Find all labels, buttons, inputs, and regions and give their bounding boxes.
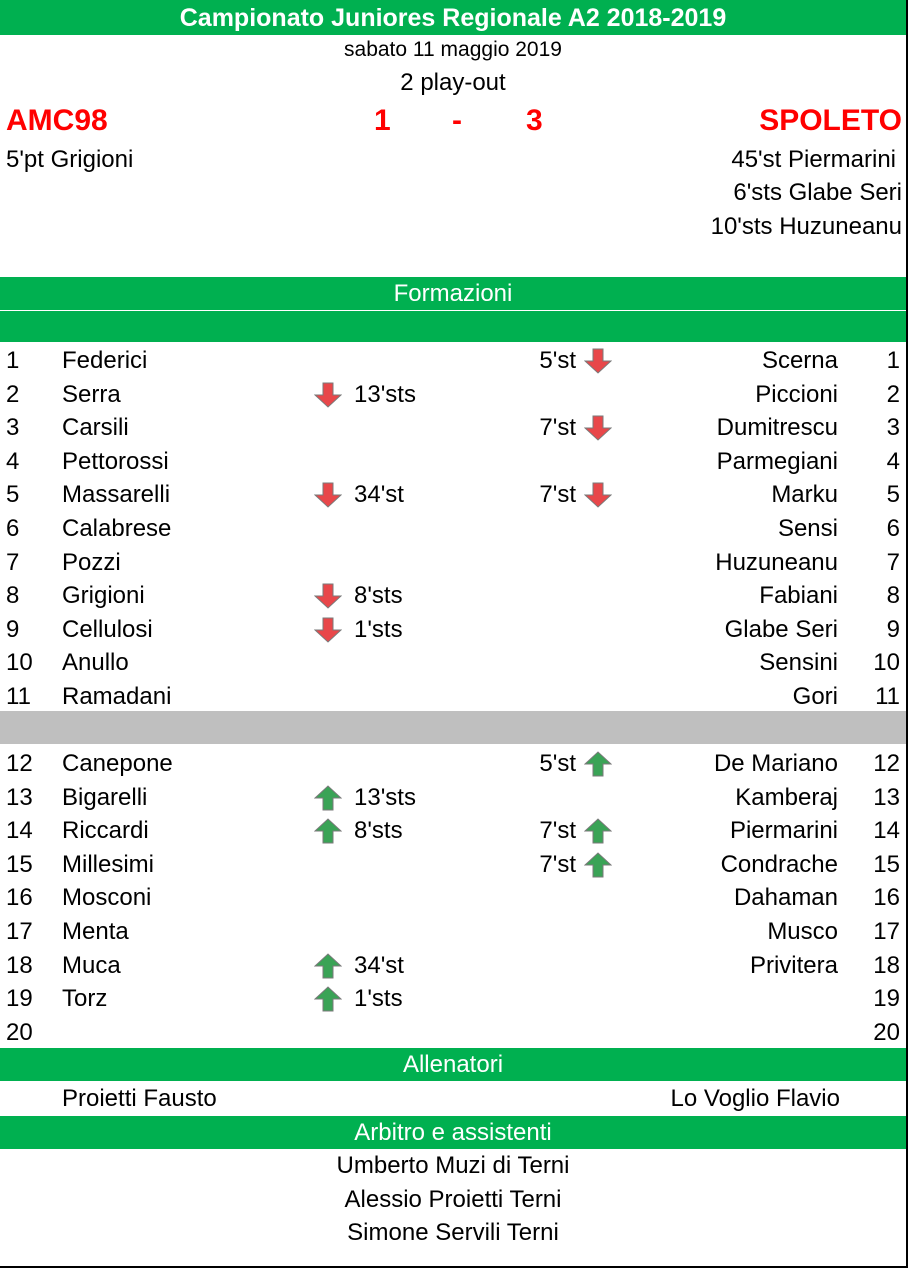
away-player-name: Marku: [771, 481, 838, 509]
away-player-name: Glabe Seri: [724, 615, 838, 643]
away-player-number: 10: [873, 649, 900, 677]
away-player-number: 5: [886, 481, 900, 509]
home-player-name: Cellulosi: [62, 615, 153, 643]
lineup-row: [0, 949, 906, 982]
home-player-name: Pozzi: [62, 548, 121, 576]
away-player-number: 12: [873, 750, 900, 777]
home-player-number: 6: [6, 515, 20, 542]
home-sub-time: 8'sts: [354, 582, 403, 610]
home-sub-time: 1'sts: [354, 615, 403, 643]
arrow-up-icon: [314, 818, 342, 844]
home-player-name: Calabrese: [62, 515, 172, 542]
away-scorer: 10'sts Huzuneanu: [710, 213, 902, 240]
home-player-name: Carsili: [62, 414, 129, 442]
away-player-name: Piccioni: [755, 380, 838, 408]
arrow-up-icon: [314, 785, 342, 811]
home-scorer: 5'pt Grigioni: [6, 146, 134, 173]
away-player-name: Parmegiani: [716, 447, 838, 475]
lineup-row: [0, 848, 906, 881]
away-player-name: Piermarini: [729, 817, 838, 845]
coaches-header: Allenatori: [0, 1048, 906, 1081]
away-player-number: 3: [886, 414, 900, 442]
away-player-number: 20: [873, 1018, 900, 1046]
lineup-row: [0, 613, 906, 646]
home-player-name: Serra: [62, 380, 121, 408]
lineup-row: [0, 881, 906, 914]
lineup-row: [0, 546, 906, 579]
home-player-name: Mosconi: [62, 884, 152, 912]
home-sub-time: 8'sts: [354, 817, 403, 845]
home-player-number: 15: [6, 850, 33, 878]
arrow-down-icon: [584, 482, 612, 508]
lineup-row: [0, 512, 906, 545]
arrow-down-icon: [314, 482, 342, 508]
home-player-number: 7: [6, 548, 20, 576]
lineup-row: [0, 478, 906, 511]
lineup-row: [0, 915, 906, 948]
away-player-name: Dumitrescu: [716, 414, 838, 442]
away-player-number: 8: [886, 582, 900, 610]
away-coach: Lo Voglio Flavio: [670, 1085, 840, 1112]
home-player-number: 20: [6, 1018, 33, 1046]
home-player-name: Federici: [62, 347, 148, 374]
arrow-down-icon: [584, 348, 612, 374]
home-player-name: Canepone: [62, 750, 173, 777]
away-scorer: 45'st Piermarini: [731, 146, 896, 173]
away-player-number: 9: [886, 615, 900, 643]
lineup-row: [0, 411, 906, 444]
lineup-row: [0, 344, 906, 377]
arrow-down-icon: [314, 382, 342, 408]
arrow-down-icon: [314, 583, 342, 609]
away-sub-time: 7'st: [539, 817, 576, 845]
home-player-name: Menta: [62, 918, 129, 945]
away-player-name: De Mariano: [713, 750, 838, 777]
away-player-number: 14: [873, 817, 900, 845]
away-player-name: Huzuneanu: [715, 548, 838, 576]
away-player-number: 2: [886, 380, 900, 408]
home-player-number: 2: [6, 380, 20, 408]
away-player-name: Sensi: [777, 515, 838, 542]
home-player-number: 10: [6, 649, 33, 677]
home-player-name: Riccardi: [62, 817, 149, 845]
away-scorer: 6'sts Glabe Seri: [733, 179, 902, 206]
home-player-number: 9: [6, 615, 20, 643]
arrow-up-icon: [584, 818, 612, 844]
home-sub-time: 13'sts: [354, 783, 416, 811]
arrow-up-icon: [314, 953, 342, 979]
match-date: sabato 11 maggio 2019: [344, 38, 562, 61]
home-player-number: 17: [6, 918, 33, 945]
lineups-subheader: [0, 311, 906, 342]
assistant-referee: Alessio Proietti Terni: [344, 1186, 562, 1213]
referees-header: Arbitro e assistenti: [0, 1116, 906, 1149]
away-sub-time: 7'st: [539, 850, 576, 878]
lineup-row: [0, 579, 906, 612]
arrow-up-icon: [584, 751, 612, 777]
arrow-up-icon: [314, 986, 342, 1012]
away-sub-time: 5'st: [539, 347, 576, 374]
lineup-row: [0, 781, 906, 814]
away-player-number: 7: [886, 548, 900, 576]
home-player-number: 3: [6, 414, 20, 442]
home-sub-time: 34'st: [354, 951, 404, 979]
home-player-number: 13: [6, 783, 33, 811]
home-player-number: 16: [6, 884, 33, 912]
lineup-row: [0, 646, 906, 679]
home-team: AMC98: [6, 104, 108, 137]
away-sub-time: 7'st: [539, 414, 576, 442]
home-player-number: 11: [6, 683, 31, 710]
away-player-number: 15: [873, 850, 900, 878]
referee: Umberto Muzi di Terni: [336, 1152, 570, 1179]
page-title: Campionato Juniores Regionale A2 2018-2019: [0, 0, 906, 35]
lineups-header: Formazioni: [0, 277, 906, 310]
away-player-name: Condrache: [720, 850, 838, 878]
away-player-number: 16: [873, 884, 900, 912]
home-player-name: Massarelli: [62, 481, 171, 509]
away-player-name: Gori: [792, 683, 838, 710]
home-player-number: 4: [6, 447, 20, 475]
arrow-up-icon: [584, 852, 612, 878]
away-player-name: Musco: [767, 918, 838, 945]
lineup-row: [0, 1016, 906, 1049]
lineup-row: [0, 747, 906, 780]
away-player-number: 4: [886, 447, 900, 475]
away-sub-time: 7'st: [539, 481, 576, 509]
away-player-number: 18: [873, 951, 900, 979]
home-sub-time: 13'sts: [354, 380, 416, 408]
home-player-number: 1: [6, 347, 20, 374]
home-player-number: 19: [6, 985, 33, 1013]
lineup-row: [0, 378, 906, 411]
home-score: 1: [374, 104, 391, 137]
away-player-name: Fabiani: [759, 582, 838, 610]
away-sub-time: 5'st: [539, 750, 576, 777]
home-player-name: Torz: [62, 985, 108, 1013]
away-player-number: 1: [886, 347, 900, 374]
away-player-name: Scerna: [761, 347, 838, 374]
home-player-number: 8: [6, 582, 20, 610]
away-player-number: 17: [873, 918, 900, 945]
home-sub-time: 34'st: [354, 481, 404, 509]
assistant-referee: Simone Servili Terni: [347, 1219, 559, 1246]
home-player-number: 14: [6, 817, 33, 845]
home-player-name: Pettorossi: [62, 447, 169, 475]
away-player-number: 19: [873, 985, 900, 1013]
away-player-number: 13: [873, 783, 900, 811]
home-player-number: 18: [6, 951, 33, 979]
arrow-down-icon: [584, 415, 612, 441]
away-player-name: Privitera: [749, 951, 838, 979]
home-player-name: Grigioni: [62, 582, 145, 610]
score-separator: -: [452, 104, 462, 137]
home-player-name: Muca: [62, 951, 121, 979]
away-player-name: Dahaman: [733, 884, 838, 912]
lineup-row: [0, 982, 906, 1015]
match-round: 2 play-out: [400, 69, 506, 96]
home-sub-time: 1'sts: [354, 985, 403, 1013]
lineup-row: [0, 445, 906, 478]
away-player-name: Sensini: [759, 649, 838, 677]
away-player-name: Kamberaj: [735, 783, 838, 811]
home-player-name: Bigarelli: [62, 783, 148, 811]
away-score: 3: [526, 104, 543, 137]
home-player-name: Millesimi: [62, 850, 154, 878]
away-player-number: 11: [875, 683, 900, 710]
lineup-row: [0, 680, 906, 713]
away-player-number: 6: [886, 515, 900, 542]
home-player-name: Anullo: [62, 649, 129, 677]
home-coach: Proietti Fausto: [62, 1085, 217, 1112]
home-player-number: 5: [6, 481, 20, 509]
arrow-down-icon: [314, 617, 342, 643]
home-player-name: Ramadani: [62, 683, 172, 710]
lineup-row: [0, 814, 906, 847]
bench-divider: [0, 711, 906, 744]
away-team: SPOLETO: [759, 104, 902, 137]
home-player-number: 12: [6, 750, 33, 777]
